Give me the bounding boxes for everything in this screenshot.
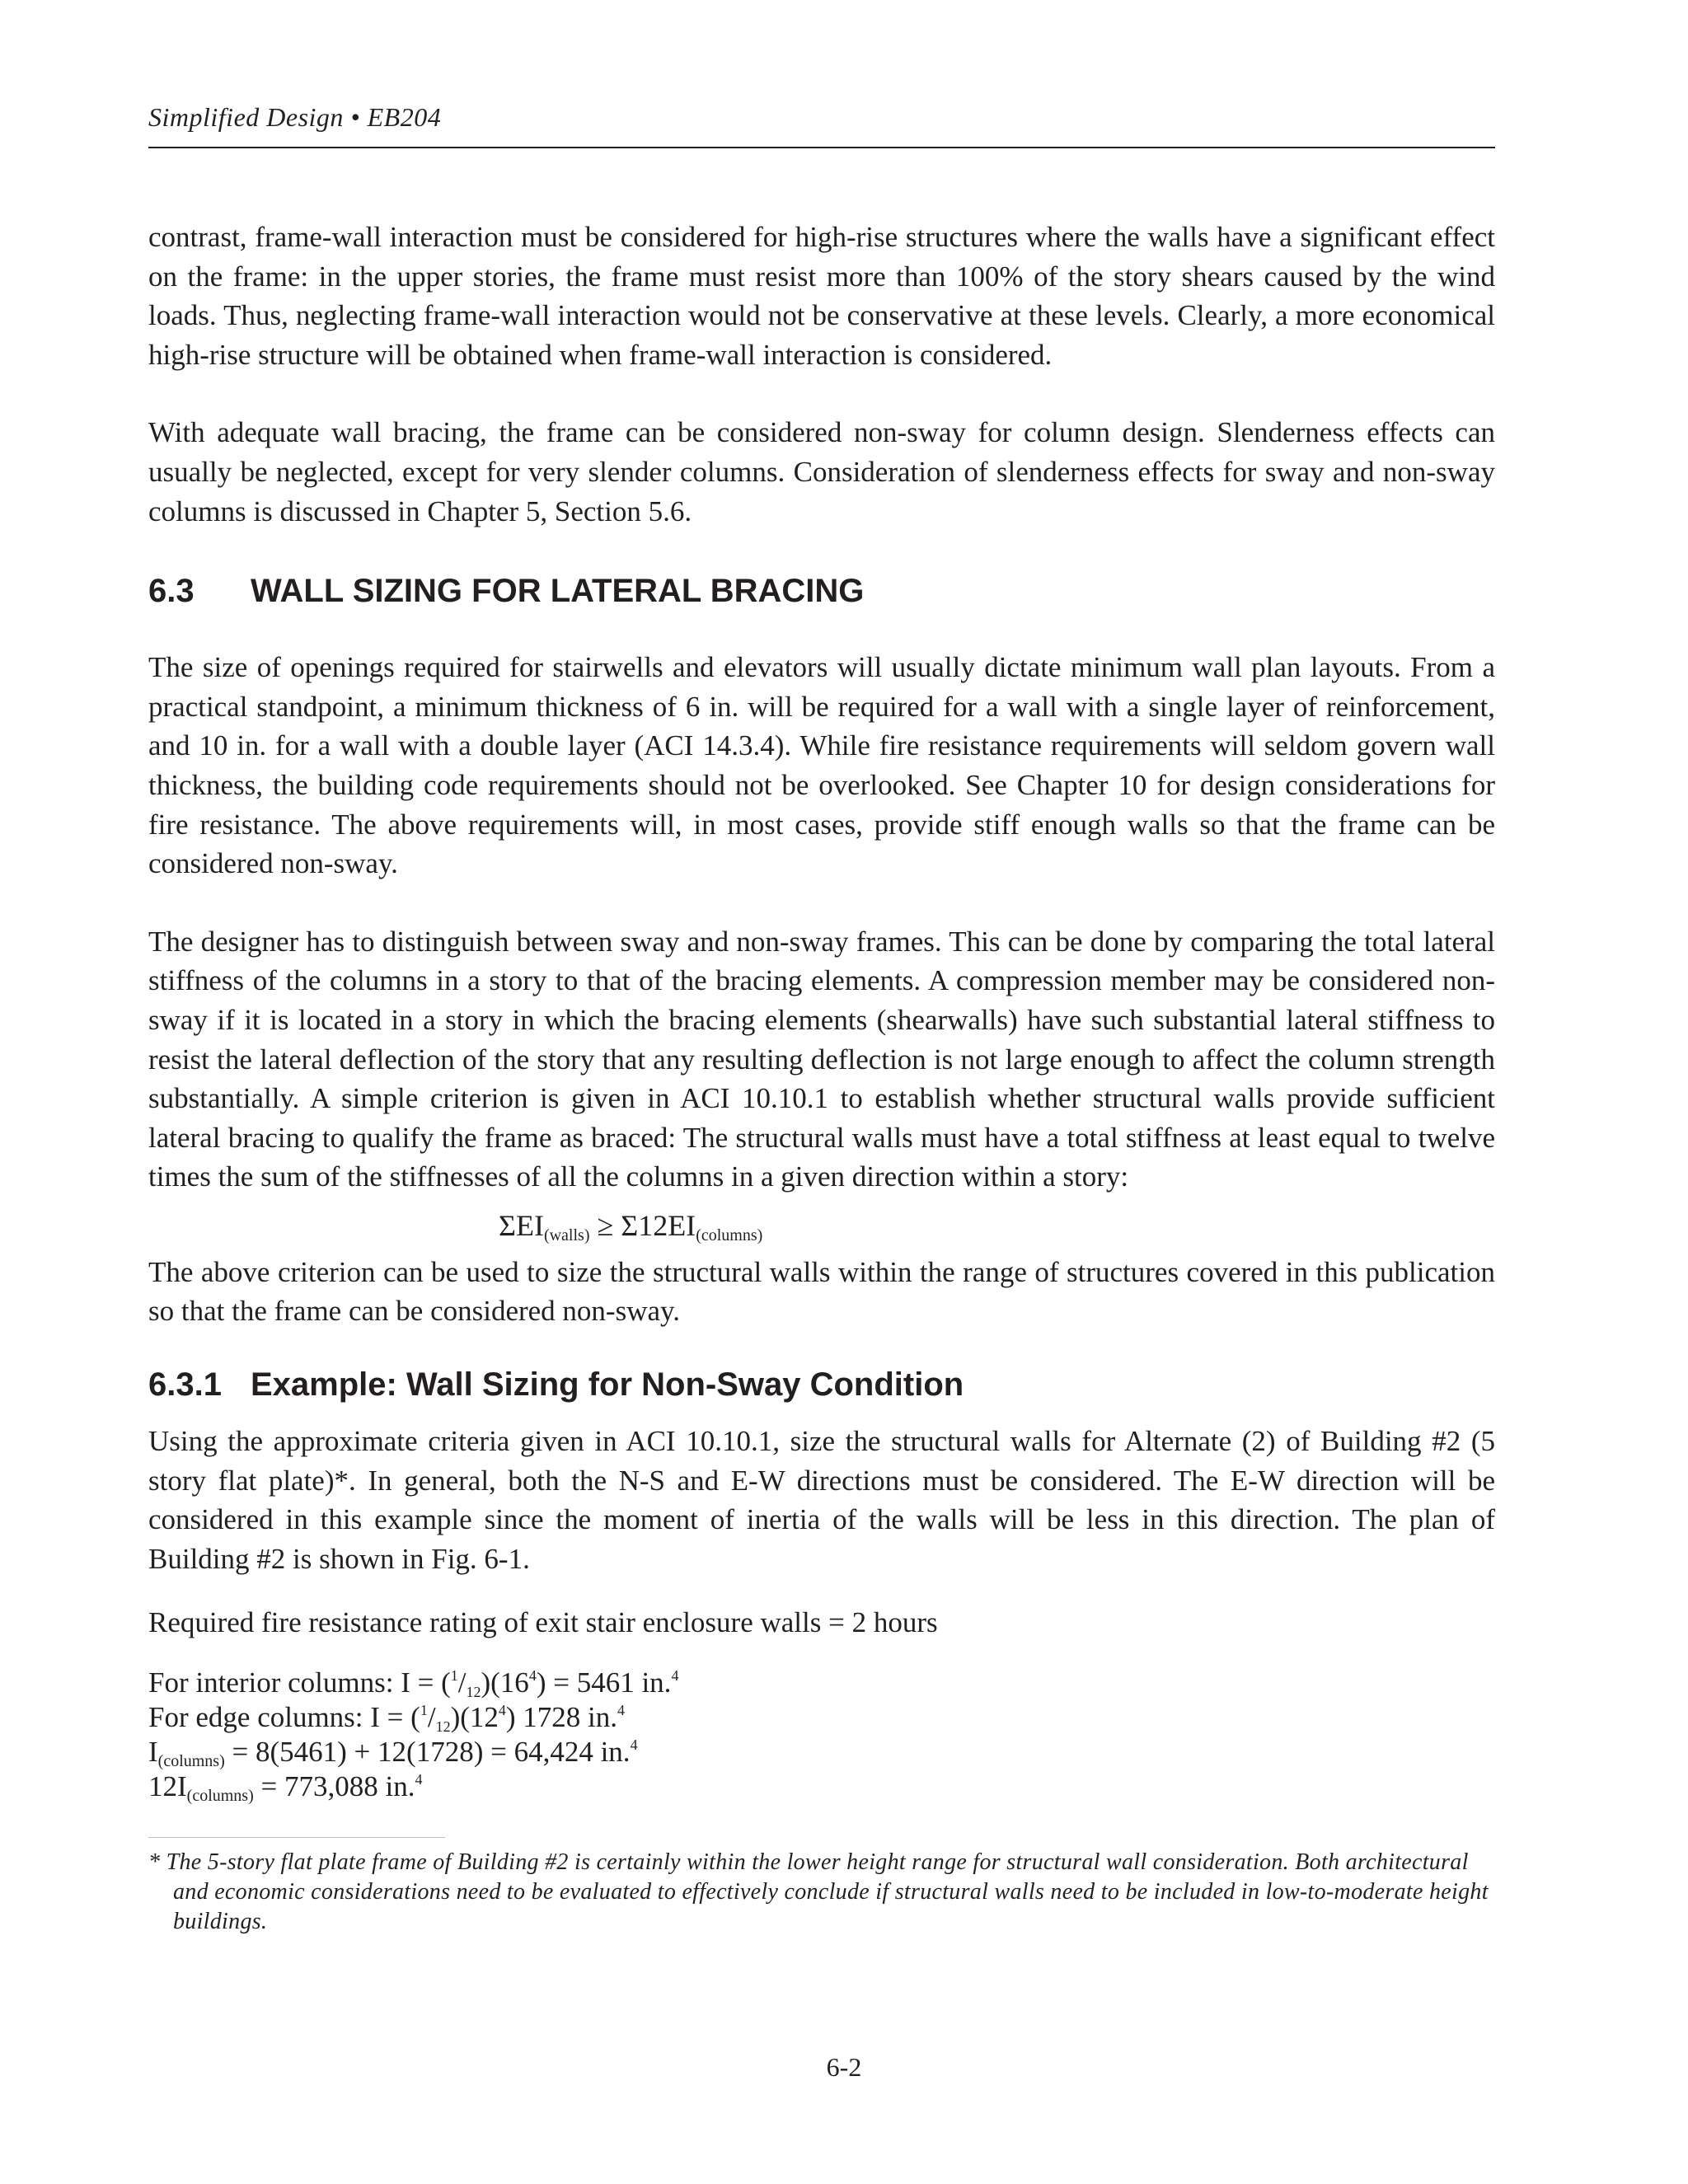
paragraph: Using the approximate criteria given in ACI 10.10.1, size the structural walls for Alternate (2) of Building #2 (5 story flat plate)*. In general, both the N-S and E-W directions must be considered. The E-W direction will be considered in this example since the moment of inertia of the walls will be less in this direction. The plan of Building #2 is shown in Fig. 6-1. [148,1425,1495,1575]
page-number: 6-2 [826,2052,862,2082]
section-heading [148,570,1495,612]
calc-edge-columns: For edge columns: $I = (^1/_{12})(12^4)$ 1728 in.$^4$ [148,1701,626,1736]
footnote: * The 5-story flat plate frame of Building #2 is certainly within the lower height range for structural wall consideration. Both architectural and economic considerations need to be evaluated to effectively conclude if structural walls need to be included in low-to-moderate height buildings. [148,1849,1489,1935]
formula-lhs-subscript: (walls) [543,1226,590,1244]
header-rule [148,147,1495,148]
paragraph: The designer has to distinguish between sway and non-sway frames. This can be done by comparing the total lateral stiffness of the columns in a story to that of the bracing elements. A compression member may be considered non-sway if it is located in a story in which the bracing elements (shearwalls) have such substantial lateral stiffness to resist the lateral deflection of the story that any resulting deflection is not large enough to affect the column strength substantially. A simple criterion is given in ACI 10.10.1 to establish whether structural walls provide sufficient lateral bracing to qualify the frame as braced: The structural walls must have a total stiffness at least equal to twelve times the sum of the stiffnesses of all the columns in a given direction within a story: [148,925,1495,1193]
calc-twelve-columns: $12I_{(columns)} = 773,088$ in.$^4$ [148,1770,423,1806]
paragraph: Required fire resistance rating of exit stair enclosure walls = 2 hours [148,1606,938,1639]
paragraph: With adequate wall bracing, the frame can be considered non-sway for column design. Slenderness effects can usually be neglected, except for very slender columns. Consideration of slenderness effects for sway and non-sway columns is discussed in Chapter 5, Section 5.6. [148,416,1495,527]
section-number: 6.3 [148,573,195,610]
formula-operator: ≥ Σ12EI [589,1208,696,1242]
page-body [148,218,1495,1937]
running-head: Simplified Design • EB204 [148,102,442,132]
formula-rhs-subscript: (columns) [696,1226,763,1244]
subsection-heading [148,1364,1495,1405]
subsection-title: Example: Wall Sizing for Non-Sway Condition [251,1366,964,1404]
stiffness-criterion-formula [148,1205,1495,1246]
formula-lhs: ΣEI [499,1208,544,1242]
paragraph: The size of openings required for stairwells and elevators will usually dictate minimum wall plan layouts. From a practical standpoint, a minimum thickness of 6 in. will be required for a wall with a single layer of reinforcement, and 10 in. for a wall with a double layer (ACI 14.3.4). While fire resistance requirements will seldom govern wall thickness, the building code requirements should not be overlooked. See Chapter 10 for design considerations for fire resistance. The above requirements will, in most cases, provide stiff enough walls so that the frame can be considered non-sway. [148,651,1495,880]
section-title: WALL SIZING FOR LATERAL BRACING [251,573,865,610]
paragraph: The above criterion can be used to size the structural walls within the range of structures covered in this publication so that the frame can be considered non-sway. [148,1255,1495,1328]
subsection-number: 6.3.1 [148,1366,222,1404]
calc-total-columns: $I_{(columns)} = 8(5461) + 12(1728) = 64,424$ in.$^4$ [148,1736,638,1771]
paragraph: contrast, frame-wall interaction must be considered for high-rise structures where the walls have a significant effect on the frame: in the upper stories, the frame must resist more than 100% of the story shears caused by the wind loads. Thus, neglecting frame-wall interaction would not be conservative at these levels. Clearly, a more economical high-rise structure will be obtained when frame-wall interaction is considered. [148,221,1495,371]
calc-interior-columns: For interior columns: $I = (^1/_{12})(16^4) = 5461$ in.$^4$ [148,1666,679,1701]
